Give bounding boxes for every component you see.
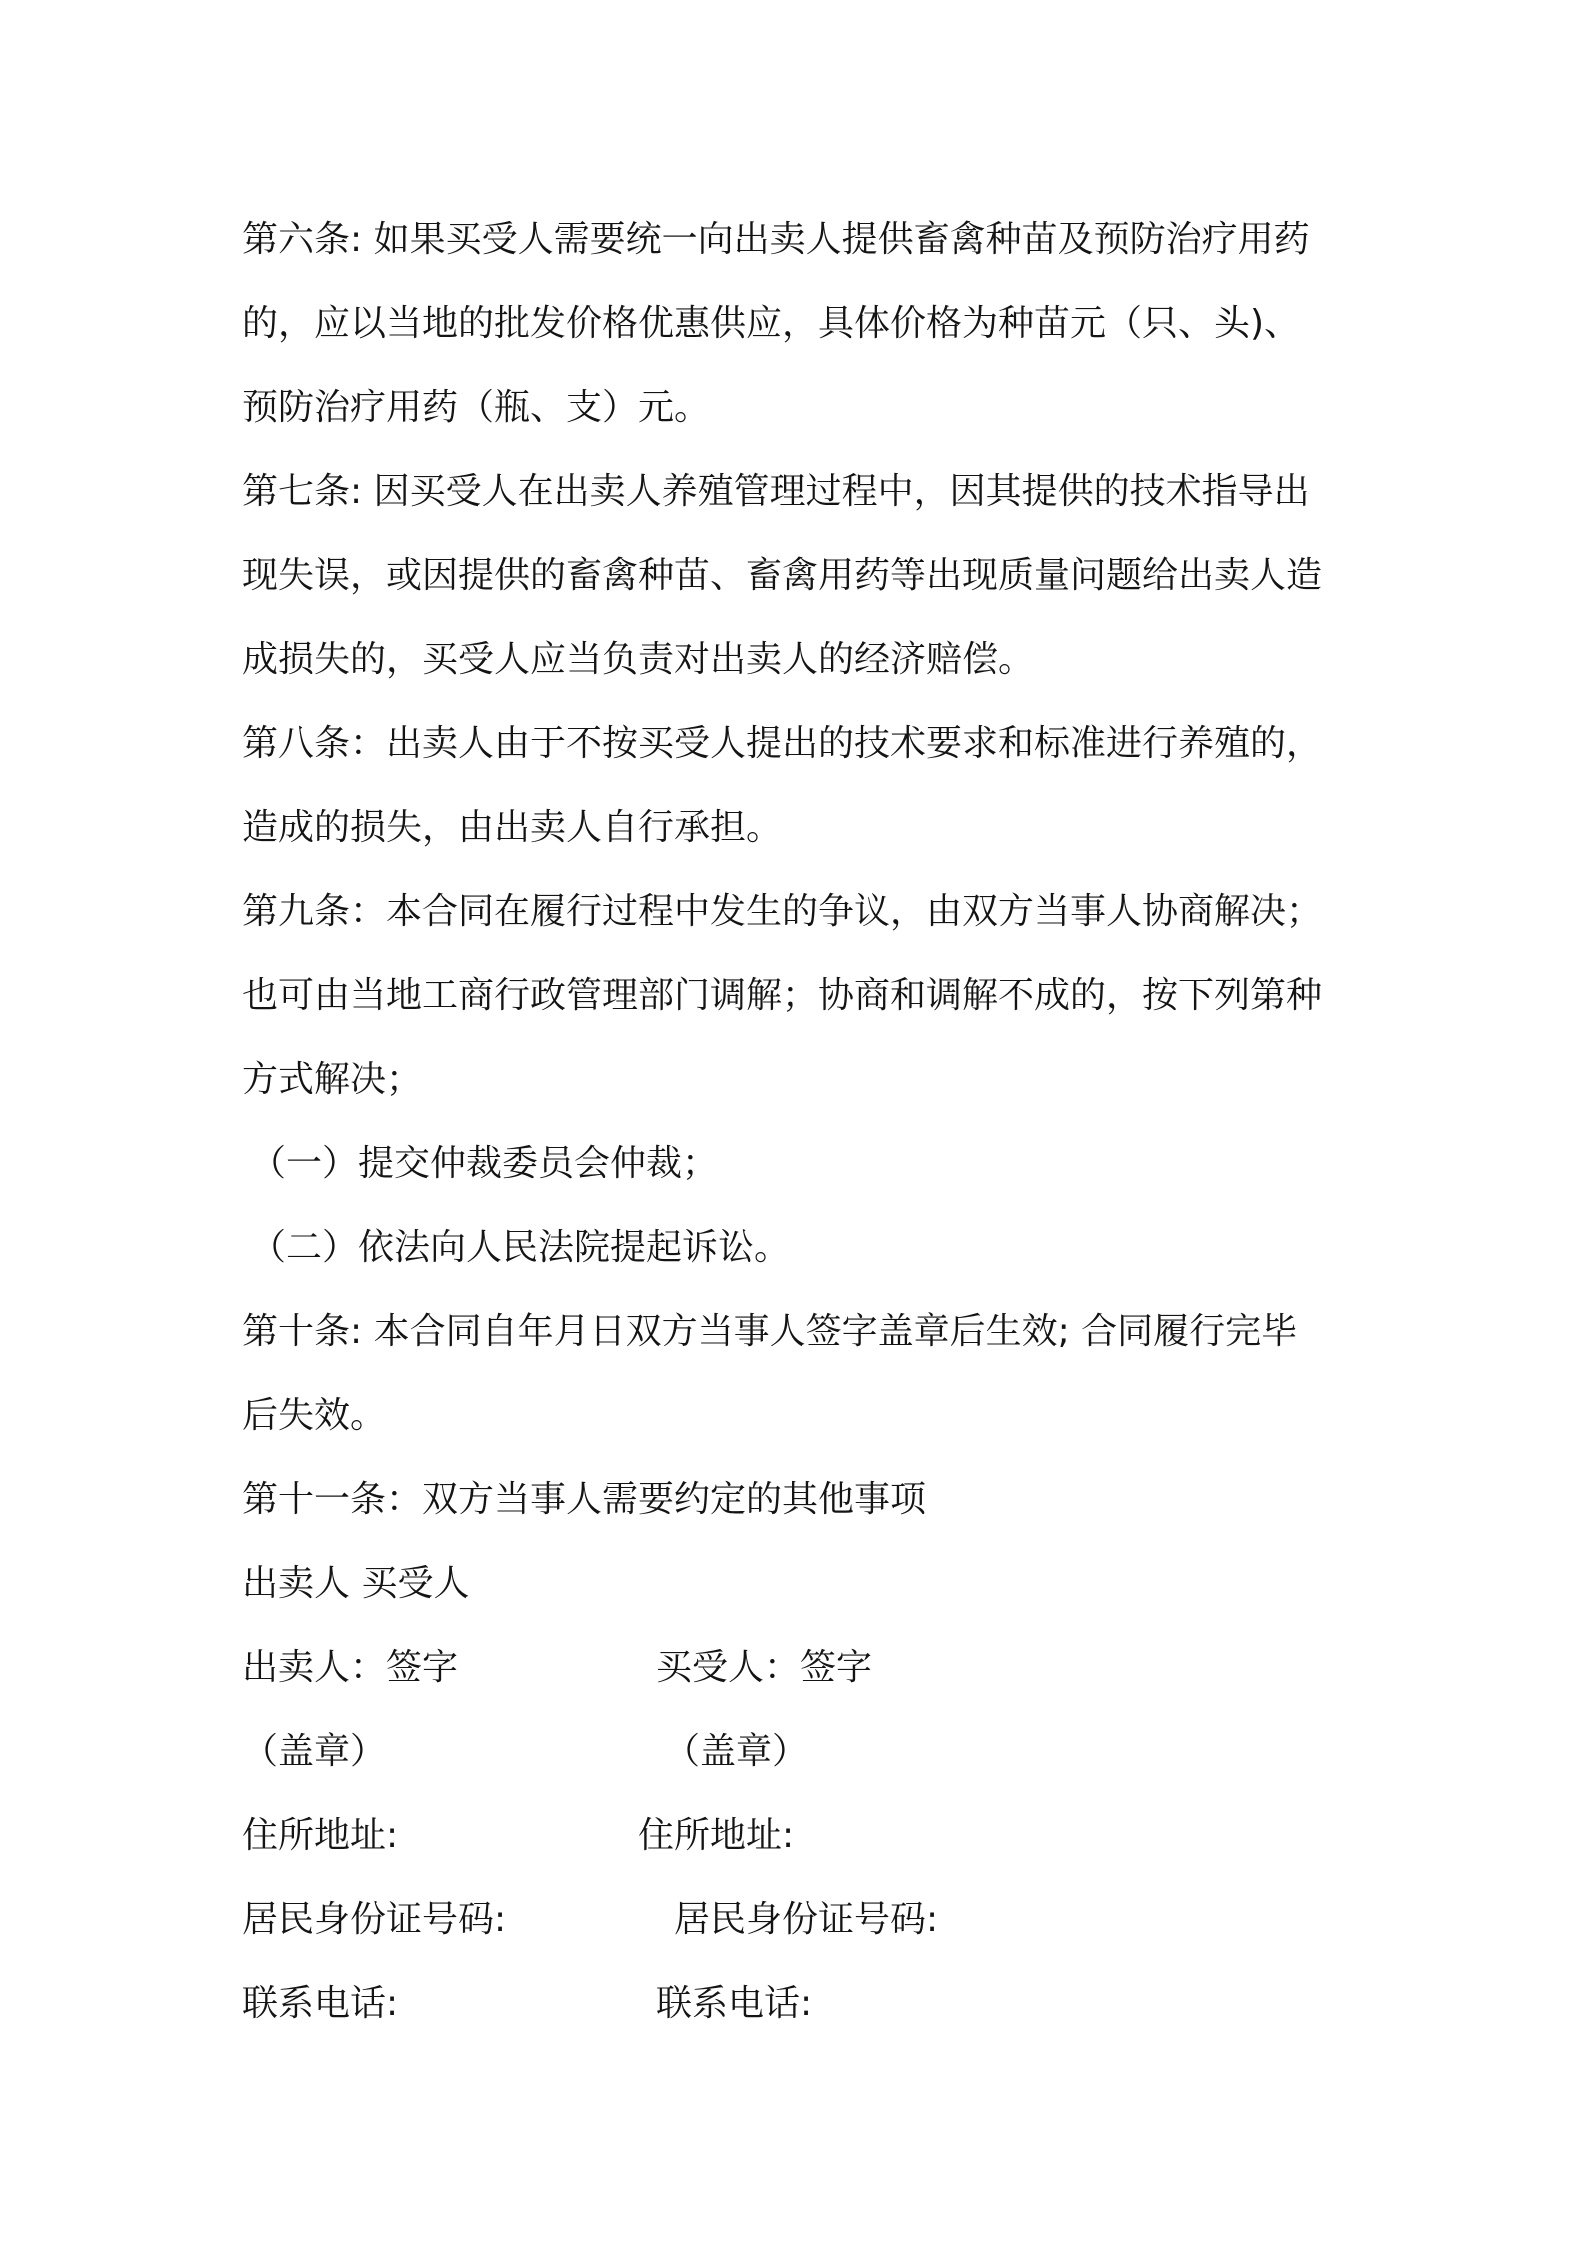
clause-9-line-1: 第九条：本合同在履行过程中发生的争议，由双方当事人协商解决；: [242, 891, 1323, 932]
seller-phone-label: 联系电话:: [242, 1983, 399, 2024]
buyer-seal-label: （盖章）: [664, 1731, 809, 1772]
clause-6-line-1: 第六条: 如果买受人需要统一向出卖人提供畜禽种苗及预防治疗用药: [242, 219, 1310, 260]
clause-7-line-1: 第七条: 因买受人在出卖人养殖管理过程中，因其提供的技术指导出: [242, 471, 1310, 512]
buyer-signature-label: 买受人：签字: [656, 1647, 873, 1688]
seal-row: [242, 1710, 1362, 1794]
seller-id-label: 居民身份证号码:: [242, 1899, 507, 1940]
clause-11-line: 第十一条：双方当事人需要约定的其他事项: [242, 1479, 927, 1520]
clause-6-line-2: 的，应以当地的批发价格优惠供应，具体价格为种苗元（只、头)、: [242, 303, 1301, 344]
clause-9-option-2: （二）依法向人民法院提起诉讼。: [250, 1227, 791, 1268]
address-row: [242, 1794, 1362, 1878]
clause-8-line-1: 第八条：出卖人由于不按买受人提出的技术要求和标准进行养殖的，: [242, 723, 1323, 764]
clause-9-line-2: 也可由当地工商行政管理部门调解；协商和调解不成的，按下列第种: [242, 975, 1323, 1016]
clause-8-line-2: 造成的损失，由出卖人自行承担。: [242, 807, 783, 848]
buyer-id-label: 居民身份证号码:: [674, 1899, 939, 1940]
clause-6-line-3: 预防治疗用药（瓶、支）元。: [242, 387, 711, 428]
clause-10-line-1: 第十条: 本合同自年月日双方当事人签字盖章后生效; 合同履行完毕: [242, 1311, 1298, 1352]
id-number-row: [242, 1878, 1362, 1962]
seller-signature-label: 出卖人：签字: [242, 1647, 459, 1688]
seller-address-label: 住所地址:: [242, 1815, 399, 1856]
buyer-phone-label: 联系电话:: [656, 1983, 813, 2024]
clause-9-line-3: 方式解决；: [242, 1059, 423, 1100]
contract-body: [242, 198, 1362, 2046]
clause-7-line-3: 成损失的，买受人应当负责对出卖人的经济赔偿。: [242, 639, 1035, 680]
seller-seal-label: （盖章）: [242, 1731, 387, 1772]
clause-10-line-2: 后失效。: [242, 1395, 387, 1436]
clause-7-line-2: 现失误，或因提供的畜禽种苗、畜禽用药等出现质量问题给出卖人造: [242, 555, 1323, 596]
clause-9-option-1: （一）提交仲裁委员会仲裁；: [250, 1143, 719, 1184]
phone-row: [242, 1962, 1362, 2046]
buyer-address-label: 住所地址:: [638, 1815, 795, 1856]
parties-heading: 出卖人 买受人: [242, 1563, 470, 1604]
signature-row: [242, 1626, 1362, 1710]
